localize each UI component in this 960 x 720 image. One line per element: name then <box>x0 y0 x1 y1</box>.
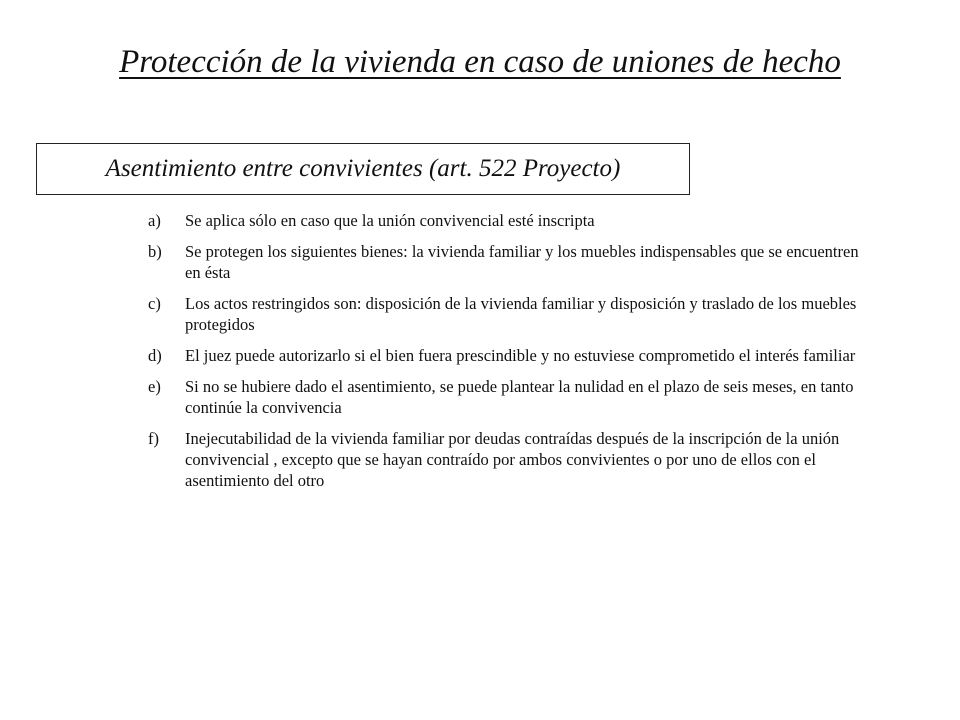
item-list <box>148 210 868 501</box>
item-text: El juez puede autorizarlo si el bien fuera prescindible y no estuviese comprometido el interés familiar <box>185 346 856 365</box>
item-marker: c) <box>148 294 161 313</box>
item-text: Si no se hubiere dado el asentimiento, se puede plantear la nulidad en el plazo de seis meses, en tanto continúe la convivencia <box>185 377 854 417</box>
slide-title: Protección de la vivienda en caso de uniones de hecho <box>119 44 841 80</box>
item-marker: d) <box>148 346 162 365</box>
subtitle-text: Asentimiento entre convivientes (art. 522 Proyecto) <box>105 155 621 182</box>
item-text: Los actos restringidos son: disposición de la vivienda familiar y disposición y traslado de los muebles protegidos <box>185 294 857 334</box>
list-item-d <box>148 345 868 366</box>
subtitle-box <box>36 143 690 195</box>
list-item-e <box>148 376 868 418</box>
list-item-b <box>148 241 868 283</box>
item-text: Inejecutabilidad de la vivienda familiar por deudas contraídas después de la inscripción de la unión convivencial , excepto que se hayan contraído por ambos convivientes o por uno de ellos con el asentimiento del otro <box>185 429 840 490</box>
item-marker: e) <box>148 377 161 396</box>
item-text: Se aplica sólo en caso que la unión convivencial esté inscripta <box>185 211 595 230</box>
item-marker: f) <box>148 429 159 448</box>
item-text: Se protegen los siguientes bienes: la vivienda familiar y los muebles indispensables que se encuentren en ésta <box>185 242 859 282</box>
list-item-f <box>148 428 868 491</box>
item-marker: a) <box>148 211 161 230</box>
list-item-c <box>148 293 868 335</box>
list-item-a <box>148 210 868 231</box>
item-marker: b) <box>148 242 162 261</box>
